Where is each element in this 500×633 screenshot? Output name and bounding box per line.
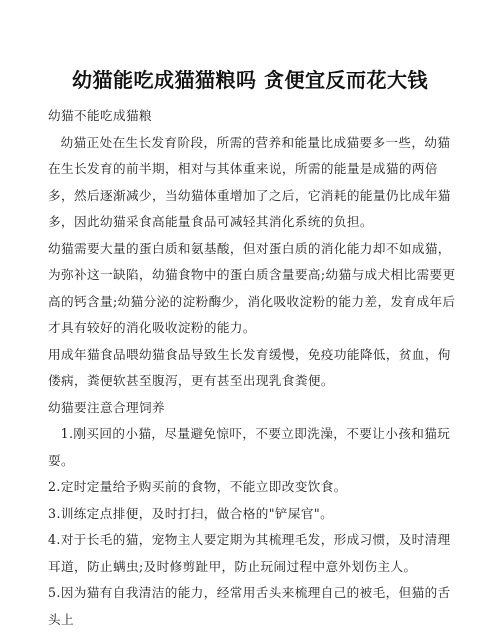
article-title: 幼猫能吃成猫猫粮吗 贪便宜反而花大钱	[72, 68, 428, 92]
article-body	[48, 103, 458, 633]
paragraph: 幼猫正处在生长发育阶段，所需的营养和能量比成猫要多一些，幼猫在生长发育的前半期，相对与其体重来说，所需的能量是成猫的两倍多，然后逐渐减少，当幼猫体重增加了之后，它消耗的能量仍比成年猫多，因此幼猫采食高能量食品可减轻其消化系统的负担。	[48, 134, 451, 229]
list-item: 5.因为猫有自我清洁的能力，经常用舌头来梳理自己的被毛，但猫的舌头上	[48, 585, 451, 627]
list-item: 3.训练定点排便，及时打扫，做合格的"铲屎官"。	[48, 505, 334, 521]
section-heading: 幼猫要注意合理饲养	[48, 399, 165, 415]
list-item: 1.刚买回的小猫，尽量避免惊吓，不要立即洗澡，不要让小孩和猫玩耍。	[48, 426, 451, 468]
paragraph: 幼猫需要大量的蛋白质和氨基酸，但对蛋白质的消化能力却不如成猫，为弥补这一缺陷，幼猫食物中的蛋白质含量要高;幼猫与成犬相比需要更高的钙含量;幼猫分泌的淀粉酶少，消化吸收淀粉的能力差，发育成年后才具有较好的消化吸收淀粉的能力。	[48, 240, 456, 335]
list-item: 4.对于长毛的猫，宠物主人要定期为其梳理毛发，形成习惯，及时清理耳道，防止螨虫;及时修剪趾甲，防止玩闹过程中意外划伤主人。	[48, 532, 451, 574]
section-heading: 幼猫不能吃成猫粮	[48, 108, 152, 123]
paragraph: 用成年猫食品喂幼猫食品导致生长发育缓慢，免疫功能降低，贫血，佝偻病，粪便软甚至腹泻，更有甚至出现乳食粪便。	[48, 346, 451, 388]
list-item: 2.定时定量给予购买前的食物，不能立即改变饮食。	[48, 479, 347, 494]
